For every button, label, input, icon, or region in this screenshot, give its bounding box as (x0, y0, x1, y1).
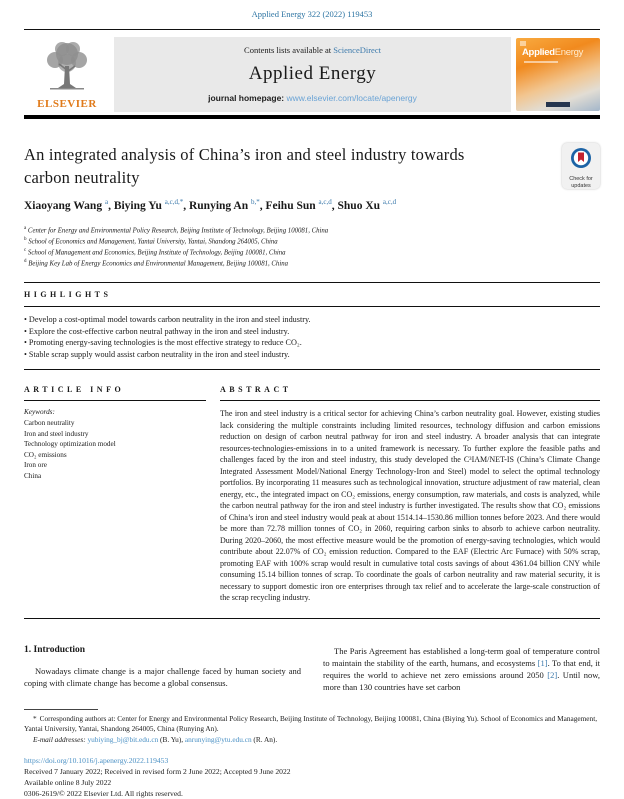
affiliation-sup: c (24, 247, 27, 253)
divider (24, 369, 600, 370)
highlight-item: • Promoting energy-saving technologies is the most effective strategy to reduce CO₂. (24, 337, 600, 349)
email-suffix: (B. Yu), (158, 734, 185, 744)
cover-title-part1: Applied (522, 47, 555, 58)
body-paragraph (323, 645, 600, 693)
highlights-list (24, 314, 600, 360)
body-text: . To that end, it requires the world to achieve net zero emissions around 2050 (323, 657, 600, 680)
keyword: Iron ore (24, 461, 47, 470)
email-label: E-mail addresses: (33, 734, 88, 744)
author-separator: , (183, 199, 189, 212)
author-list (24, 198, 600, 212)
journal-cover-thumbnail[interactable] (516, 38, 600, 111)
homepage-label: journal homepage: (208, 93, 287, 103)
corresponding-author-note (24, 714, 600, 735)
divider (24, 282, 600, 283)
author (113, 197, 189, 212)
article-info-column (24, 385, 206, 604)
keyword: Technology optimization model (24, 440, 116, 449)
journal-reference-link[interactable]: Applied Energy 322 (2022) 119453 (251, 9, 373, 19)
abstract-text: The iron and steel industry is a critical sector for achieving China’s carbon neutrality goal. However, existing studies lack considering the multiple constraints including limited resources, technology diffusion and carbon emissions reduction on design of carbon neutral pathway for iron and steel industry. A broader analysis that can integrate resources-technologies-emissions in to a united framework is necessary. To further explore the feasible paths and challenges faced by the iron and steel industry, this study developed the C³IAM/NET-IS (China’s Climate Change Integrated Assessment Model/National Energy Technology-Iron and Steel) model to select the optimal technology portfolios. By incorporating 11 measures such as technological innovation, structure adjustment of raw material, clean energy, etc., the integrated impact on CO₂ emissions, energy consumption, raw materials, and costs is analyzed, while the carbon neutral pathway for the iron and steel industry is further investigated. The results show that CO₂ emissions of China’s iron and steel industry would peak at about 1514.14–1530.86 million tonnes before 2023. And there would be more than 72.78 million tonnes of CO₂ in 2060, requiring carbon sinks to absorb to achieve carbon neutrality. During 2020–2060, the most effective measure would be the promotion of energy-saving technologies, which would contribute about 22.07% of CO₂ emission reduction. Compared to the EAF (Electric Arc Furnace) with 50% scrap, promoting EAF with 100% scrap would result in cumulative total costs savings of about 4361.04 billion CNY while consuming 15.14 billion tonnes of scrap. To coordinate the goals of carbon neutrality and raw material security, it is necessary to support domestic iron ore enterprises through tax relief and to accelerate the large-scale construction of the scrap recycling industry. (220, 409, 600, 603)
author-separator: , (331, 199, 338, 212)
affiliation-text: Center for Energy and Environmental Policy Research, Beijing Institute of Technology, Beijing 100081, China (26, 226, 329, 234)
affiliation-sup: a (24, 225, 27, 231)
author-affil-sup[interactable]: a,c,d (318, 197, 332, 206)
footnote-marker: * (33, 713, 37, 723)
affiliations (24, 225, 600, 269)
elsevier-wordmark: ELSEVIER (37, 98, 97, 110)
footnote-block (24, 709, 600, 746)
author (24, 197, 114, 212)
footnote-text: Corresponding authors at: Center for Energy and Environmental Policy Research, Beijing Institute of Technology, Beijing 100081, China (Biying Yu). School of Economics and Management, Yantai University, Yantai, Shandong 264005, China (Runying An). (24, 713, 598, 734)
author-separator: , (259, 199, 266, 212)
copyright-line: 0306-2619/© 2022 Elsevier Ltd. All rights reserved. (24, 789, 183, 799)
homepage-line (208, 93, 417, 103)
divider (24, 306, 600, 307)
author (337, 197, 397, 212)
author-affil-sup[interactable]: a (104, 197, 109, 206)
footnote-divider (24, 709, 98, 710)
citation-link-2[interactable]: [2] (547, 669, 558, 680)
author-affil-sup[interactable]: a,c,d (382, 197, 397, 206)
highlight-item: • Explore the cost-effective carbon neutral pathway in the iron and steel industry. (24, 326, 600, 338)
author-separator: , (108, 199, 114, 212)
divider (220, 400, 600, 401)
sciencedirect-link[interactable]: ScienceDirect (333, 45, 381, 55)
affiliation-text: Beijing Key Lab of Energy Economics and Environmental Management, Beijing 100081, China (26, 260, 289, 268)
author-affil-sup[interactable]: a,c,d,* (164, 197, 184, 206)
article-footer (24, 755, 600, 799)
section-1-heading: 1. Introduction (24, 644, 86, 655)
contents-line (244, 45, 381, 55)
affiliation-sup: b (24, 236, 27, 242)
homepage-url-link[interactable]: www.elsevier.com/locate/apenergy (286, 93, 417, 103)
journal-title: Applied Energy (248, 63, 377, 84)
citation-link-1[interactable]: [1] (537, 657, 548, 668)
author-name: Xiaoyang Wang (24, 199, 103, 212)
check-badge-line2: updates (571, 182, 591, 189)
affiliation-row (24, 247, 600, 258)
keyword: CO₂ emissions (24, 450, 67, 459)
cover-logo-mark (520, 41, 526, 46)
intro-paragraph: Nowadays climate change is a major challenge faced by human society and coping with climate change has become a global consensus. (24, 665, 301, 688)
top-divider (24, 29, 600, 30)
author (188, 197, 266, 212)
author-affil-sup[interactable]: b,* (250, 197, 260, 206)
cover-title (522, 47, 583, 58)
email-suffix: (R. An). (251, 734, 278, 744)
check-badge-line1: Check for (569, 175, 593, 182)
divider (24, 400, 206, 401)
header-thick-divider (24, 115, 600, 119)
keyword: Iron and steel industry (24, 429, 89, 438)
affiliation-row (24, 258, 600, 269)
email-link-2[interactable]: anrunying@ytu.edu.cn (184, 734, 252, 744)
elsevier-tree-icon (38, 40, 96, 97)
received-dates: Received 7 January 2022; Received in revised form 2 June 2022; Accepted 9 June 2022 (24, 767, 291, 777)
highlights-heading: HIGHLIGHTS (24, 289, 112, 299)
check-for-updates-button[interactable] (562, 143, 600, 189)
cover-subtitle-bar (524, 61, 558, 63)
keywords-label: Keywords: (24, 408, 55, 417)
author-name: Feihu Sun (265, 199, 316, 212)
elsevier-logo[interactable] (24, 37, 110, 112)
keyword: Carbon neutrality (24, 419, 75, 428)
cover-title-part2: Energy (554, 47, 584, 58)
email-link-1[interactable]: yubiying_bj@bit.edu.cn (87, 734, 159, 744)
affiliation-text: School of Management and Economics, Beijing Institute of Technology, Beijing 100081, China (26, 249, 286, 256)
divider (24, 618, 600, 619)
check-badge-text (569, 176, 593, 190)
affiliation-sup: d (24, 258, 27, 264)
body-right-column (323, 645, 600, 693)
journal-masthead (114, 37, 511, 112)
article-info-heading: ARTICLE INFO (24, 385, 125, 395)
cover-publisher-bar (546, 102, 570, 107)
abstract-column (220, 385, 600, 604)
doi-link[interactable]: https://doi.org/10.1016/j.apenergy.2022.119453 (24, 756, 169, 766)
body-text: . Until now, more than 130 countries have set carbon (323, 669, 600, 692)
highlight-item: • Stable scrap supply would assist carbon neutrality in the iron and steel industry. (24, 349, 600, 361)
author-name: Biying Yu (113, 199, 162, 212)
author-name: Runying An (188, 199, 249, 212)
abstract-heading: ABSTRACT (220, 385, 292, 395)
email-addresses-line (24, 735, 600, 746)
affiliation-row (24, 236, 600, 247)
highlight-item: • Develop a cost-optimal model towards carbon neutrality in the iron and steel industry. (24, 314, 600, 326)
author-name: Shuo Xu (337, 199, 381, 212)
journal-header-band (24, 37, 600, 112)
affiliation-row (24, 225, 600, 236)
check-for-updates-icon (570, 147, 592, 174)
body-left-column (24, 645, 301, 693)
affiliation-text: School of Economics and Management, Yantai University, Yantai, Shandong 264005, China (26, 237, 278, 245)
keyword: China (24, 471, 42, 480)
body-text: The Paris Agreement has established a long-term goal of temperature control to maintain the stability of the earth, humans, and ecosystems (323, 645, 600, 668)
available-online: Available online 8 July 2022 (24, 778, 112, 788)
contents-text: Contents lists available at (244, 45, 334, 55)
article-title: An integrated analysis of China’s iron and steel industry towards carbon neutrality (24, 144, 465, 187)
author (265, 197, 338, 212)
